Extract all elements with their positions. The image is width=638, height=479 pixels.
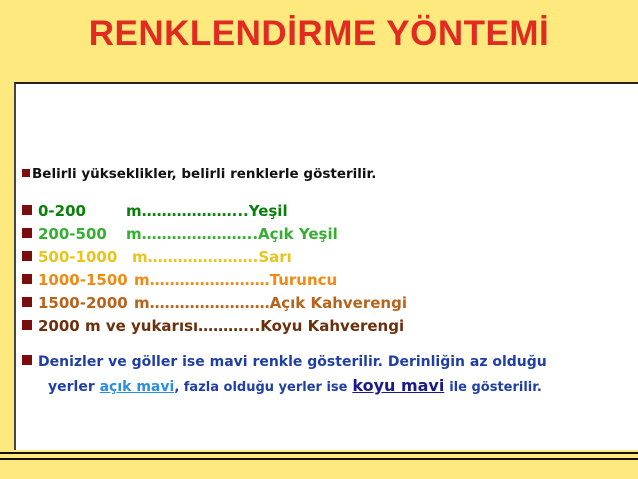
list-item-200-500 <box>22 225 338 243</box>
square-bullet-icon <box>22 251 32 261</box>
range-text: 1000-1500 <box>38 271 128 289</box>
bottom-divider-upper <box>0 452 638 454</box>
list-item-0-200 <box>22 202 288 220</box>
list-item-500-1000 <box>22 248 292 266</box>
slide-title: RENKLENDİRME YÖNTEMİ <box>88 14 550 53</box>
intro-text: Belirli yükseklikler, belirli renklerle gösterilir. <box>32 166 377 182</box>
range-text: 200-500 <box>38 225 107 243</box>
light-blue-label: açık mavi <box>99 379 175 395</box>
sea-text-end: ile gösterilir. <box>449 380 542 395</box>
square-bullet-icon <box>22 297 32 307</box>
dots-text: m…………………… <box>134 294 270 312</box>
range-text: 1500-2000 <box>38 294 128 312</box>
square-bullet-icon <box>22 320 32 330</box>
range-text: 0-200 <box>38 202 86 220</box>
color-label: Açık Kahverengi <box>269 294 407 312</box>
sea-line-2 <box>48 376 542 395</box>
sea-text-middle: , fazla olduğu yerler ise <box>174 380 348 395</box>
sea-text-1: Denizler ve göller ise mavi renkle gösterilir. Derinliğin az olduğu <box>38 354 547 370</box>
sea-line-1 <box>22 354 547 370</box>
color-label: ..Yeşil <box>237 202 288 220</box>
square-bullet-icon <box>22 169 30 177</box>
bottom-divider-lower <box>0 458 638 460</box>
square-bullet-icon <box>22 228 32 238</box>
color-label: ..Açık Yeşil <box>246 225 338 243</box>
content-panel <box>14 82 638 450</box>
dots-text: m………………… <box>132 248 253 266</box>
dots-text: ……… <box>198 317 244 335</box>
list-item-1000-1500 <box>22 271 337 289</box>
list-item-2000-plus <box>22 317 404 335</box>
dots-text: m………………. <box>126 202 238 220</box>
range-text: 500-1000 <box>38 248 118 266</box>
square-bullet-icon <box>22 355 32 365</box>
dots-text: m…………………… <box>134 271 270 289</box>
color-label: .Sarı <box>252 248 292 266</box>
square-bullet-icon <box>22 205 32 215</box>
intro-line <box>22 166 376 182</box>
color-label: ...Koyu Kahverengi <box>243 317 405 335</box>
sea-text-yerler: yerler <box>48 379 95 395</box>
range-text: 2000 m ve yukarısı <box>38 317 199 335</box>
dark-blue-label: koyu mavi <box>352 376 445 395</box>
square-bullet-icon <box>22 274 32 284</box>
list-item-1500-2000 <box>22 294 407 312</box>
dots-text: m………………… <box>126 225 247 243</box>
color-label: Turuncu <box>269 271 338 289</box>
